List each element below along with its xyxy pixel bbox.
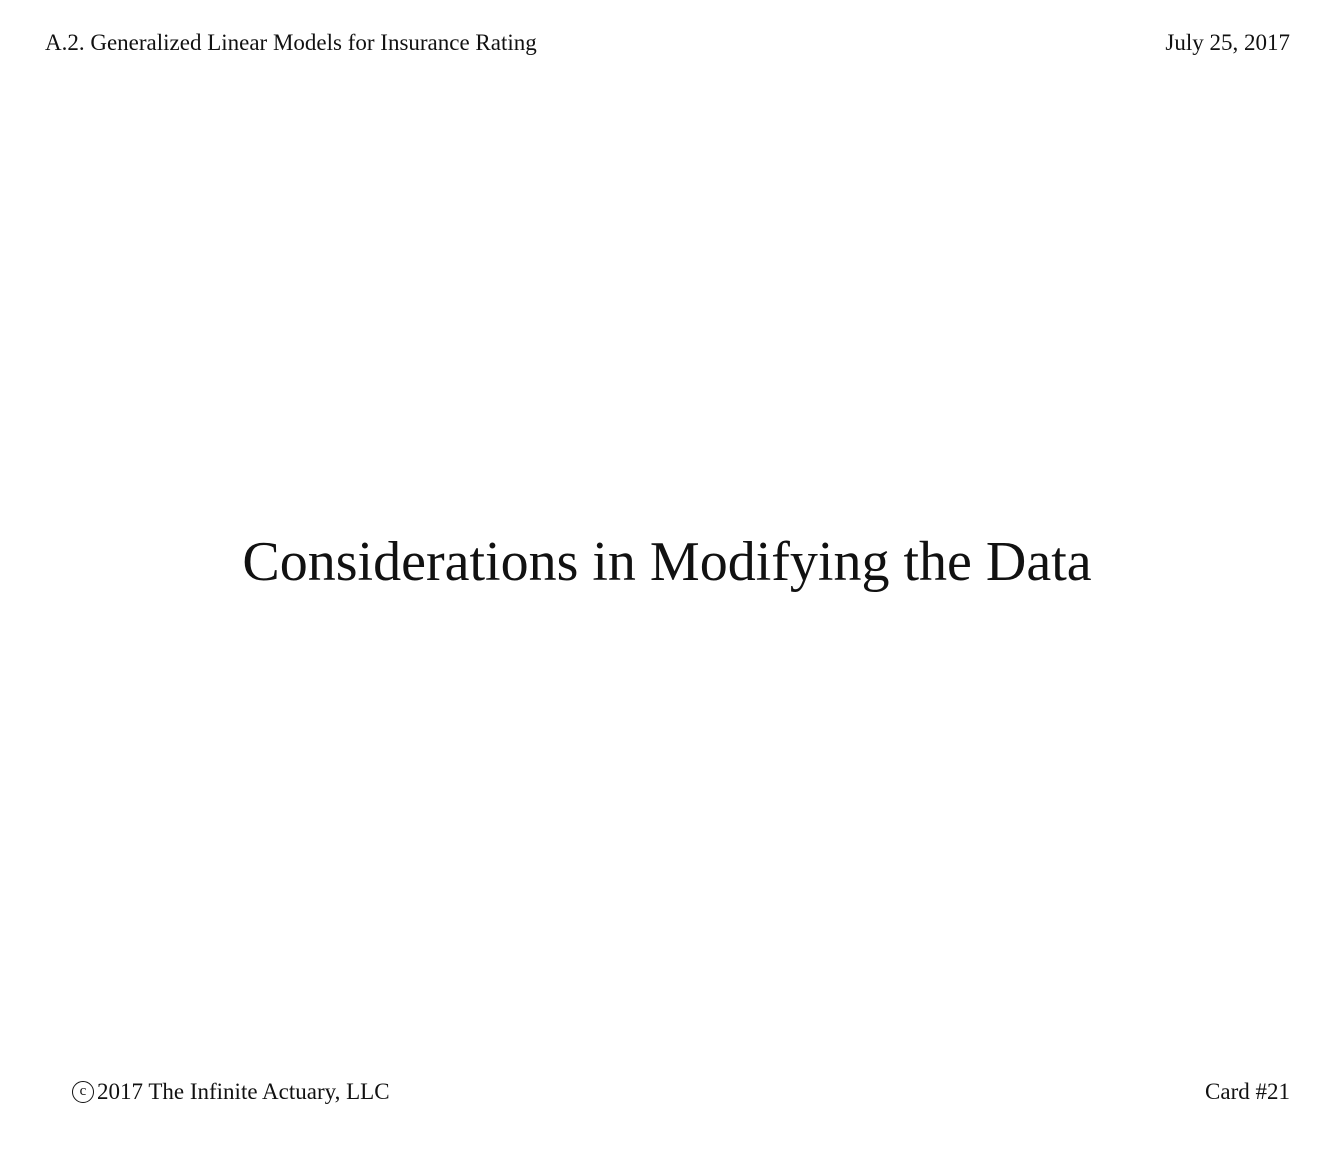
card-title: Considerations in Modifying the Data	[242, 531, 1092, 593]
copyright-notice	[72, 1078, 390, 1106]
copyright-icon: c	[72, 1081, 94, 1103]
section-title: A.2. Generalized Linear Models for Insurance Rating	[45, 30, 537, 55]
header-date: July 25, 2017	[1165, 30, 1290, 55]
card-number: Card #21	[1205, 1079, 1290, 1104]
copyright-text: 2017 The Infinite Actuary, LLC	[97, 1079, 390, 1104]
